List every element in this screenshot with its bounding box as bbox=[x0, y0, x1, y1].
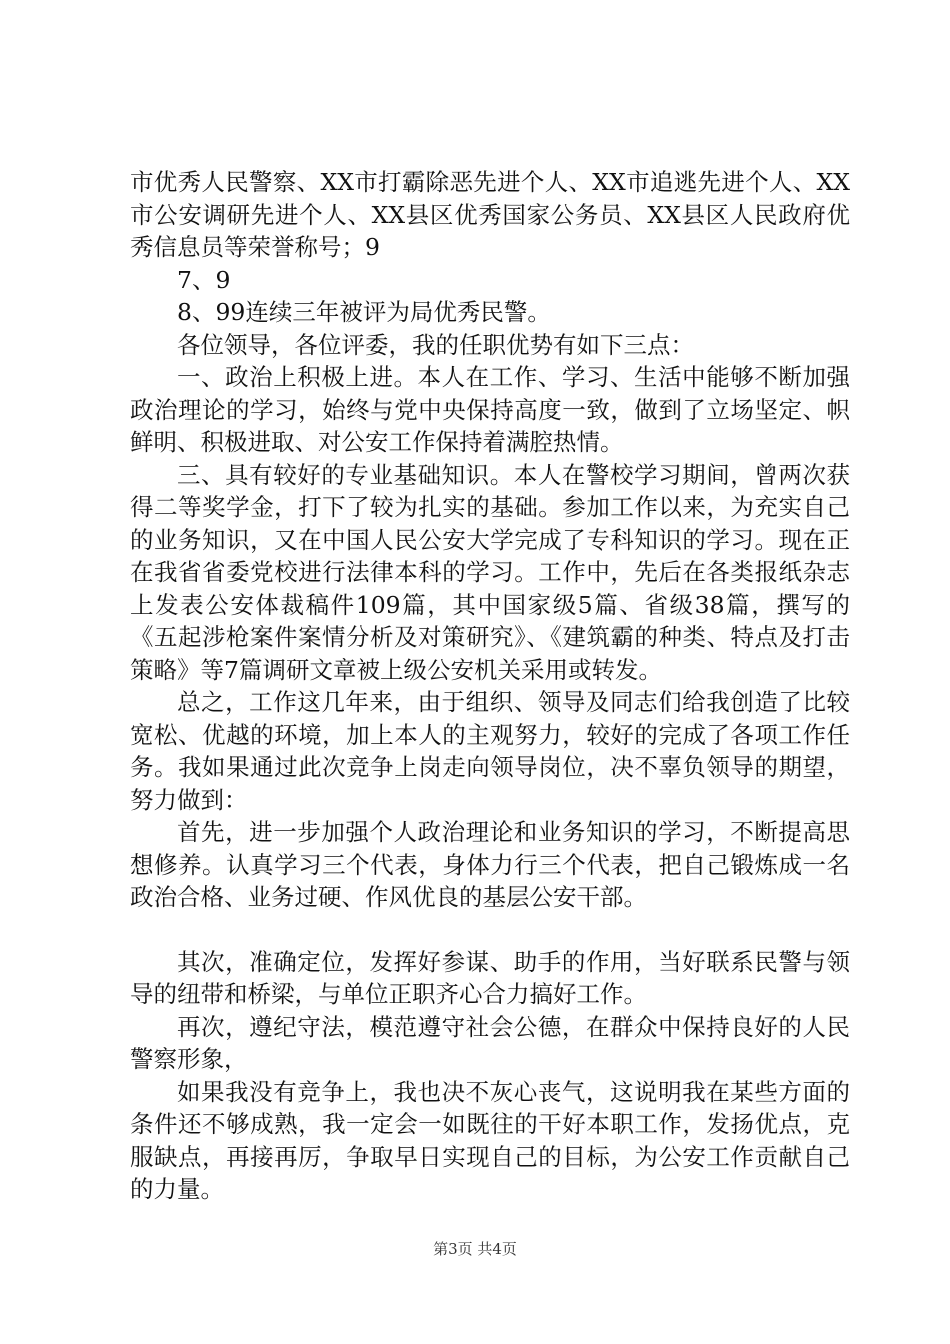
document-body bbox=[130, 166, 850, 1206]
paragraph-11: 如果我没有竞争上，我也决不灰心丧气，这说明我在某些方面的条件还不够成熟，我一定会一如既往的干好本职工作，发扬优点，克服缺点，再接再厉，争取早日实现自己的目标，为公安工作贡献自己的力量。 bbox=[130, 1077, 850, 1203]
paragraph-3: 8、99连续三年被评为局优秀民警。 bbox=[177, 298, 551, 326]
paragraph-spacer bbox=[130, 914, 850, 946]
paragraph-7: 总之，工作这几年来，由于组织、领导及同志们给我创造了比较宽松、优越的环境，加上本人的主观努力，较好的完成了各项工作任务。我如果通过此次竞争上岗走向领导岗位，决不辜负领导的期望，努力做到： bbox=[130, 688, 850, 814]
paragraph-9: 其次，准确定位，发挥好参谋、助手的作用，当好联系民警与领导的纽带和桥梁，与单位正职齐心合力搞好工作。 bbox=[130, 947, 850, 1008]
paragraph-6: 三、具有较好的专业基础知识。本人在警校学习期间，曾两次获得二等奖学金，打下了较为扎实的基础。参加工作以来，为充实自己的业务知识，又在中国人民公安大学完成了专科知识的学习。现在正在我省省委党校进行法律本科的学习。工作中，先后在各类报纸杂志上发表公安体裁稿件109篇，其中国家级5篇、省级38篇，撰写的《五起涉枪案件案情分析及对策研究》、《建筑霸的种类、特点及打击策略》等7篇调研文章被上级公安机关采用或转发。 bbox=[130, 460, 850, 684]
paragraph-2: 7、9 bbox=[177, 265, 231, 294]
paragraph-10: 再次，遵纪守法，模范遵守社会公德，在群众中保持良好的人民警察形象， bbox=[130, 1012, 850, 1073]
page-footer: 第3页 共4页 bbox=[433, 1240, 517, 1258]
paragraph-1: 市优秀人民警察、XX市打霸除恶先进个人、XX市追逃先进个人、XX市公安调研先进个人、XX县区优秀国家公务员、XX县区人民政府优秀信息员等荣誉称号；9 bbox=[130, 168, 850, 261]
paragraph-8: 首先，进一步加强个人政治理论和业务知识的学习，不断提高思想修养。认真学习三个代表，身体力行三个代表，把自己锻炼成一名政治合格、业务过硬、作风优良的基层公安干部。 bbox=[130, 818, 850, 911]
paragraph-4: 各位领导，各位评委，我的任职优势有如下三点： bbox=[177, 330, 694, 359]
paragraph-5: 一、政治上积极上进。本人在工作、学习、生活中能够不断加强政治理论的学习，始终与党中央保持高度一致，做到了立场坚定、帜鲜明、积极进取、对公安工作保持着满腔热情。 bbox=[130, 363, 850, 456]
